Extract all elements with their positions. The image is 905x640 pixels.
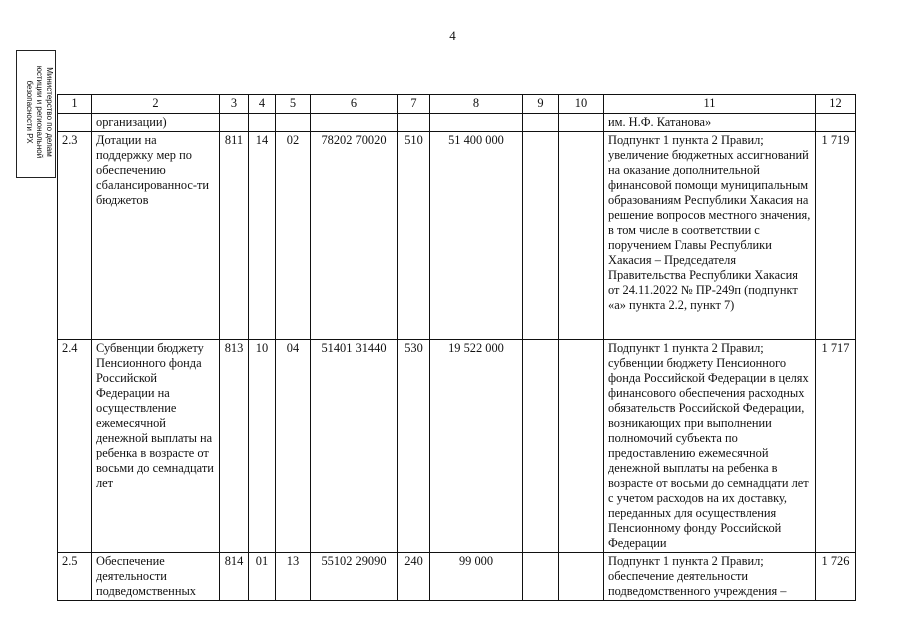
row-c4: 14 (249, 132, 276, 340)
continuation-row (58, 114, 856, 132)
header-cell: 10 (559, 95, 604, 114)
header-cell: 6 (311, 95, 398, 114)
registration-stamp-text: Министерство по делам юстиции и региональной безопасности РХ (25, 65, 54, 159)
row-c4: 01 (249, 553, 276, 601)
header-cell: 4 (249, 95, 276, 114)
row-c3: 814 (220, 553, 249, 601)
row-c5: 04 (276, 340, 311, 553)
table-row (58, 340, 856, 553)
header-cell: 7 (398, 95, 430, 114)
row-number: 2.5 (58, 553, 92, 601)
row-c5: 13 (276, 553, 311, 601)
row-c12: 1 726 (816, 553, 856, 601)
row-c10 (559, 132, 604, 340)
row-number: 2.4 (58, 340, 92, 553)
header-cell: 11 (604, 95, 816, 114)
row-basis: Подпункт 1 пункта 2 Правил; обеспечение деятельности подведомственного учреждения – (604, 553, 816, 601)
header-cell: 5 (276, 95, 311, 114)
row-c3: 813 (220, 340, 249, 553)
row-name: Обеспечение деятельности подведомственных (92, 553, 220, 601)
header-cell: 2 (92, 95, 220, 114)
row-c7: 530 (398, 340, 430, 553)
budget-table (57, 94, 856, 601)
header-cell: 12 (816, 95, 856, 114)
row-number: 2.3 (58, 132, 92, 340)
row-c7: 510 (398, 132, 430, 340)
continuation-name: организации) (92, 114, 220, 132)
row-c7: 240 (398, 553, 430, 601)
page-number: 4 (449, 28, 456, 43)
table-row (58, 553, 856, 601)
row-amount: 19 522 000 (430, 340, 523, 553)
row-c6: 51401 31440 (311, 340, 398, 553)
row-c5: 02 (276, 132, 311, 340)
row-amount: 99 000 (430, 553, 523, 601)
row-c10 (559, 340, 604, 553)
row-c9 (523, 340, 559, 553)
row-amount: 51 400 000 (430, 132, 523, 340)
row-c12: 1 717 (816, 340, 856, 553)
continuation-basis: им. Н.Ф. Катанова» (604, 114, 816, 132)
row-c9 (523, 132, 559, 340)
header-cell: 3 (220, 95, 249, 114)
row-name: Дотации на поддержку мер по обеспечению сбалансированнос-ти бюджетов (92, 132, 220, 340)
row-c9 (523, 553, 559, 601)
row-basis: Подпункт 1 пункта 2 Правил; субвенции бюджету Пенсионного фонда Российской Федерации в целях финансового обеспечения расходных обязательств Российской Федерации, возникающих при выполнении полномочий субъекта по предоставлению ежемесячной денежной выплаты на ребенка в возрасте от восьми до семнадцати лет с учетом расходов на их доставку, переданных для осуществления Пенсионному фонду Российской Федерации (604, 340, 816, 553)
row-c12: 1 719 (816, 132, 856, 340)
header-cell: 1 (58, 95, 92, 114)
row-c6: 55102 29090 (311, 553, 398, 601)
table-row (58, 132, 856, 340)
row-c4: 10 (249, 340, 276, 553)
row-c6: 78202 70020 (311, 132, 398, 340)
row-c3: 811 (220, 132, 249, 340)
row-name: Субвенции бюджету Пенсионного фонда Российской Федерации на осуществление ежемесячной денежной выплаты на ребенка в возрасте от восьми до семнадцати лет (92, 340, 220, 553)
table-header-row (58, 95, 856, 114)
row-c10 (559, 553, 604, 601)
row-basis: Подпункт 1 пункта 2 Правил; увеличение бюджетных ассигнований на оказание дополнительной финансовой помощи муниципальным образованиям Республики Хакасия на решение вопросов местного значения, в том числе в соответствии с поручением Главы Республики Хакасия – Председателя Правительства Республики Хакасия от 24.11.2022 № ПР-249п (подпункт «а» пункта 2.2, пункт 7) (604, 132, 816, 340)
header-cell: 9 (523, 95, 559, 114)
header-cell: 8 (430, 95, 523, 114)
